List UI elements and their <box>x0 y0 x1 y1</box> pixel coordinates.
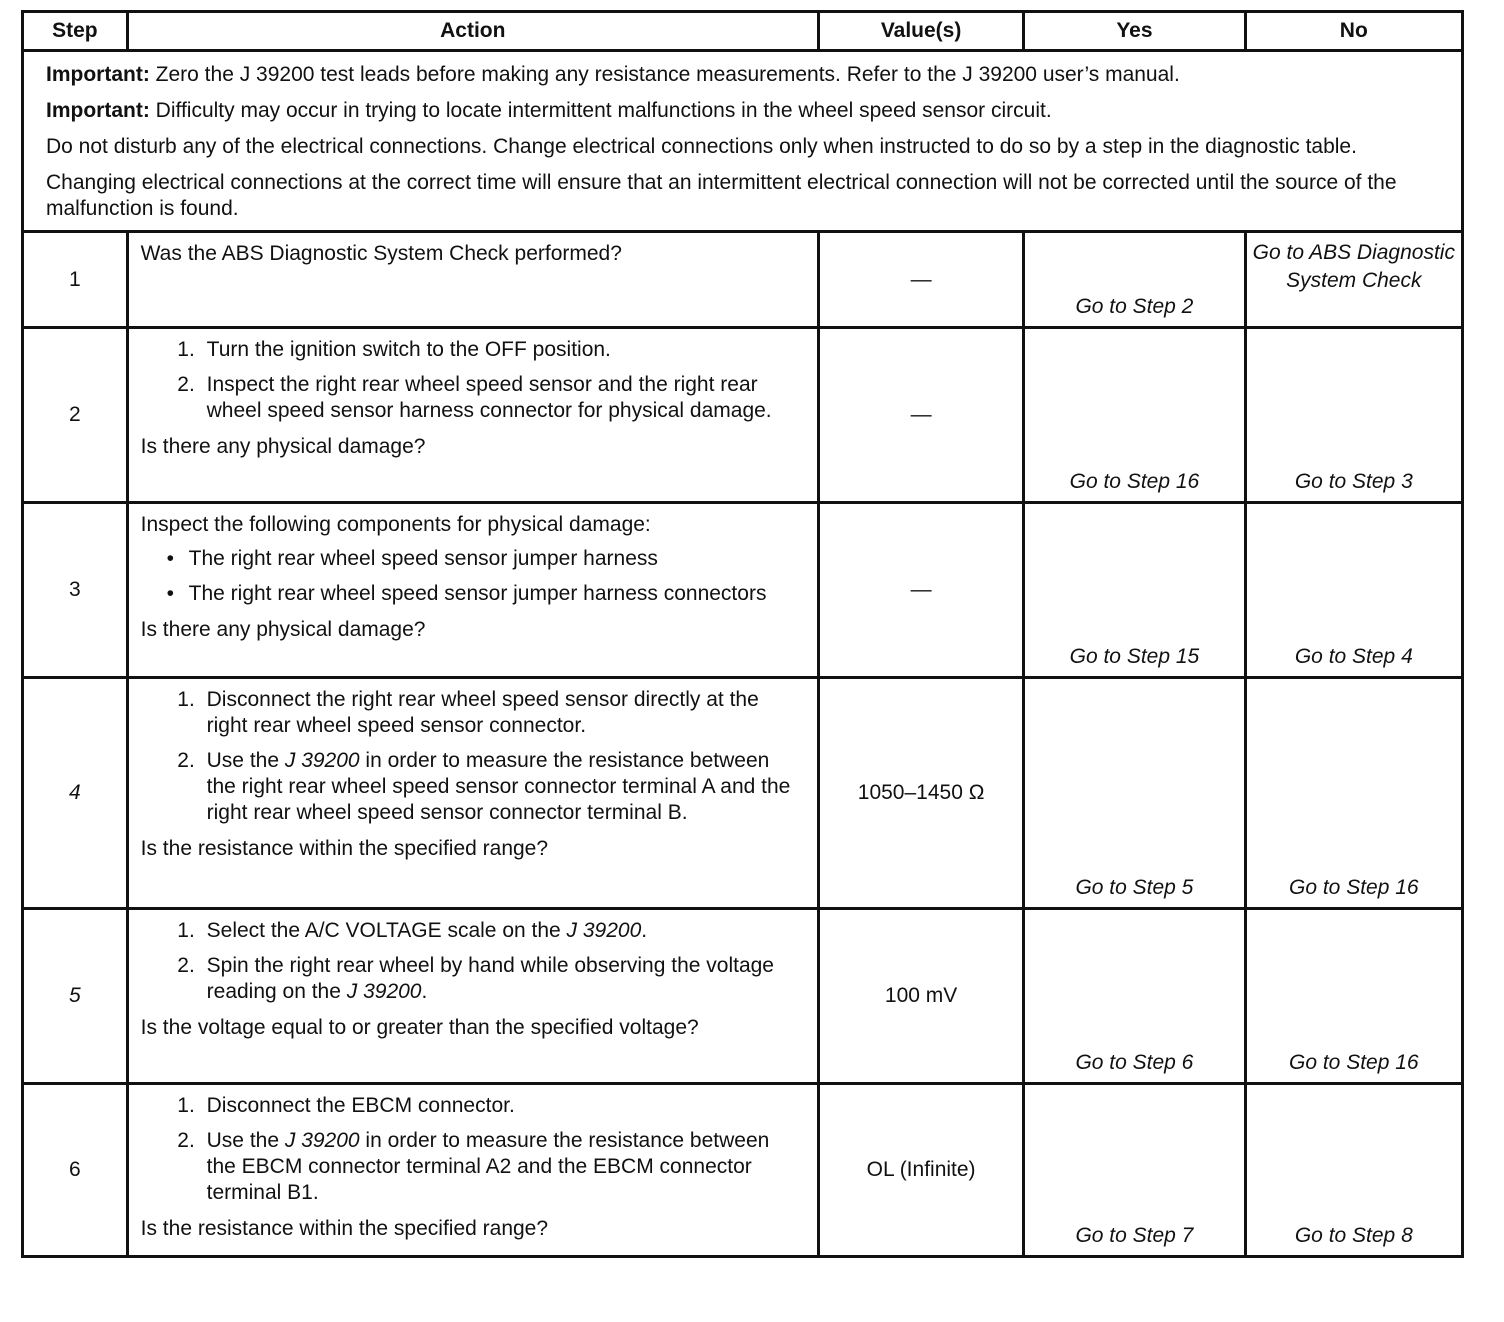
table-row-step-1 <box>23 232 1463 328</box>
step-number: 4 <box>23 678 128 909</box>
value-cell: OL (Infinite) <box>818 1084 1023 1257</box>
question-text: Is the resistance within the specified range? <box>140 1217 549 1240</box>
value-cell: — <box>818 232 1023 328</box>
bullet-icon: • <box>166 547 174 570</box>
question-text: Is there any physical damage? <box>140 435 426 458</box>
action-cell <box>127 328 818 503</box>
table-row-step-3 <box>23 503 1463 678</box>
notes-cell <box>23 51 1463 232</box>
header-step: Step <box>23 12 128 51</box>
step-number: 2 <box>23 328 128 503</box>
table-row-step-5 <box>23 909 1463 1084</box>
header-yes: Yes <box>1024 12 1245 51</box>
tool-name: J 39200 <box>566 919 642 942</box>
note-text: Difficulty may occur in trying to locate intermittent malfunctions in the wheel speed sensor circuit. <box>149 99 1052 122</box>
notes-row <box>23 51 1463 232</box>
item-text: . <box>641 919 648 942</box>
yes-cell: Go to Step 2 <box>1024 232 1245 328</box>
item-text: in order to measure the resistance between the right rear wheel speed sensor connector terminal A and the right rear wheel speed sensor connector terminal B. <box>206 749 791 824</box>
question-text: Was the ABS Diagnostic System Check performed? <box>140 242 622 265</box>
step-number: 3 <box>23 503 128 678</box>
action-steps-list <box>141 1093 803 1206</box>
yes-cell: Go to Step 15 <box>1024 503 1245 678</box>
bullet-icon: • <box>166 582 174 605</box>
table-row-step-2 <box>23 328 1463 503</box>
header-no: No <box>1245 12 1462 51</box>
item-text: Use the <box>206 749 285 772</box>
list-item <box>201 918 803 944</box>
header-action: Action <box>127 12 818 51</box>
question-text: Is the voltage equal to or greater than the specified voltage? <box>140 1016 699 1039</box>
no-prefix: Go to <box>1252 241 1310 264</box>
value-cell: 1050–1450 Ω <box>818 678 1023 909</box>
no-cell <box>1245 232 1462 328</box>
item-text: Select the A/C VOLTAGE scale on the <box>206 919 567 942</box>
action-cell <box>127 909 818 1084</box>
list-item <box>201 953 803 1005</box>
item-text: . <box>421 980 428 1003</box>
list-item: 2. Inspect the right rear wheel speed sensor and the right rear wheel speed sensor harness connector for physical damage. <box>201 372 803 424</box>
note-text: Zero the J 39200 test leads before making any resistance measurements. Refer to the J 39200 user’s manual. <box>149 63 1180 86</box>
list-item: 1. Turn the ignition switch to the OFF position. <box>201 337 803 363</box>
question-text: Is the resistance within the specified range? <box>140 837 549 860</box>
item-text: in order to measure the resistance between the EBCM connector terminal A2 and the EBCM connector terminal B1. <box>206 1129 770 1204</box>
no-cell: Go to Step 3 <box>1245 328 1462 503</box>
important-note-1 <box>46 62 1443 88</box>
value-cell: 100 mV <box>818 909 1023 1084</box>
no-cell: Go to Step 16 <box>1245 678 1462 909</box>
component-bullet-list <box>141 546 803 607</box>
tool-name: J 39200 <box>284 749 360 772</box>
action-cell <box>127 232 818 328</box>
header-row <box>23 12 1463 51</box>
list-item: 1. Disconnect the right rear wheel speed sensor directly at the right rear wheel speed sensor connector. <box>201 687 803 739</box>
table-row-step-4 <box>23 678 1463 909</box>
value-cell: — <box>818 503 1023 678</box>
note-text: Changing electrical connections at the correct time will ensure that an intermittent electrical connection will not be corrected until the source of the malfunction is found. <box>46 171 1397 220</box>
no-link-text: ABS Diagnostic System Check <box>1286 241 1455 292</box>
action-steps-list <box>141 337 803 424</box>
note-label: Important: <box>46 63 150 86</box>
no-cell: Go to Step 8 <box>1245 1084 1462 1257</box>
action-cell <box>127 1084 818 1257</box>
no-cell: Go to Step 4 <box>1245 503 1462 678</box>
list-item <box>201 1128 803 1206</box>
value-cell: — <box>818 328 1023 503</box>
action-steps-list <box>141 687 803 826</box>
important-note-2 <box>46 98 1443 124</box>
action-cell <box>127 678 818 909</box>
item-text: Spin the right rear wheel by hand while observing the voltage reading on the <box>206 954 774 1003</box>
step-number: 6 <box>23 1084 128 1257</box>
list-item <box>166 581 803 607</box>
bullet-text: The right rear wheel speed sensor jumper harness connectors <box>188 582 767 605</box>
header-values: Value(s) <box>818 12 1023 51</box>
action-steps-list <box>141 918 803 1005</box>
yes-cell: Go to Step 6 <box>1024 909 1245 1084</box>
item-text: Use the <box>206 1129 285 1152</box>
diagnostic-table <box>21 10 1464 1258</box>
yes-cell: Go to Step 5 <box>1024 678 1245 909</box>
tool-name: J 39200 <box>284 1129 360 1152</box>
note-text: Do not disturb any of the electrical connections. Change electrical connections only when instructed to do so by a step in the diagnostic table. <box>46 135 1357 158</box>
note-4 <box>46 170 1443 222</box>
note-3 <box>46 134 1443 160</box>
note-label: Important: <box>46 99 150 122</box>
yes-cell: Go to Step 7 <box>1024 1084 1245 1257</box>
action-cell <box>127 503 818 678</box>
intro-text: Inspect the following components for physical damage: <box>140 513 651 536</box>
list-item: 1. Disconnect the EBCM connector. <box>201 1093 803 1119</box>
yes-cell: Go to Step 16 <box>1024 328 1245 503</box>
tool-name: J 39200 <box>346 980 422 1003</box>
step-number: 1 <box>23 232 128 328</box>
bullet-text: The right rear wheel speed sensor jumper harness <box>188 547 658 570</box>
no-cell: Go to Step 16 <box>1245 909 1462 1084</box>
step-number: 5 <box>23 909 128 1084</box>
list-item <box>166 546 803 572</box>
question-text: Is there any physical damage? <box>140 618 426 641</box>
table-row-step-6 <box>23 1084 1463 1257</box>
list-item <box>201 748 803 826</box>
